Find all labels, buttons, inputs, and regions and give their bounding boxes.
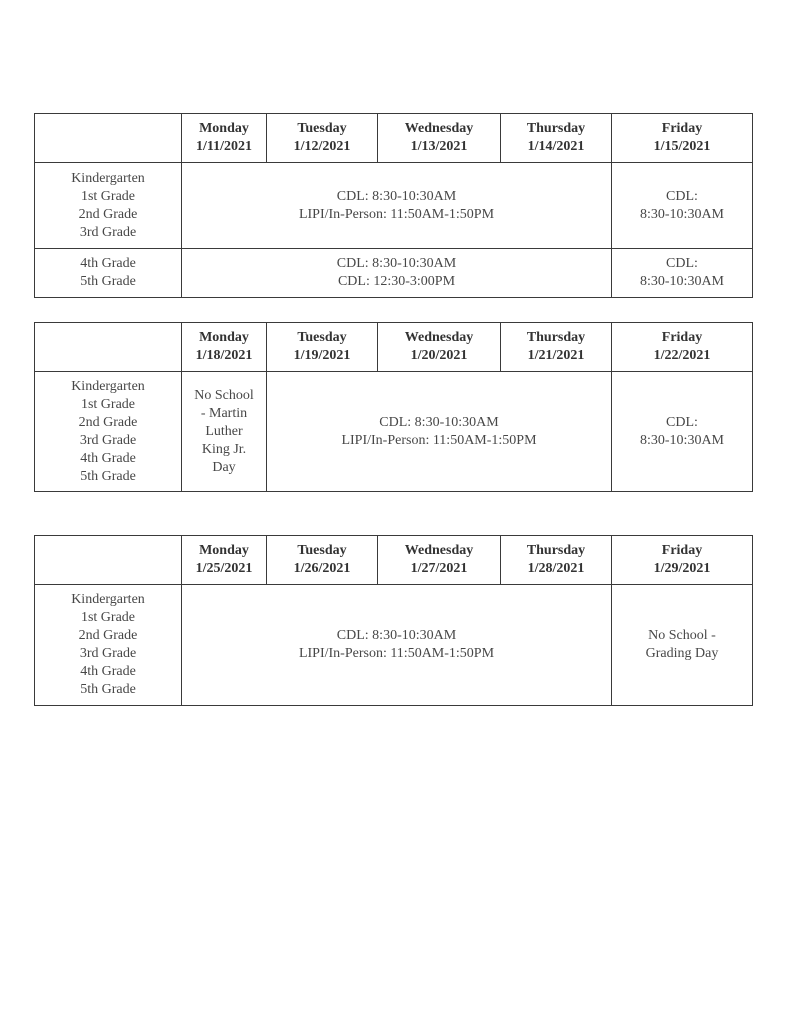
header-row — [35, 323, 753, 372]
corner-cell — [35, 536, 182, 585]
schedule-cell-monday: No School - Martin Luther King Jr. Day — [182, 372, 267, 492]
grade-cell: 4th Grade 5th Grade — [35, 249, 182, 298]
schedule-cell-friday: CDL: 8:30-10:30AM — [612, 163, 753, 249]
grade-cell: Kindergarten 1st Grade 2nd Grade 3rd Grade 4th Grade 5th Grade — [35, 372, 182, 492]
day-header-monday: Monday 1/18/2021 — [182, 323, 267, 372]
schedule-cell-tue-thu: CDL: 8:30-10:30AM LIPI/In-Person: 11:50AM-1:50PM — [267, 372, 612, 492]
day-header-tuesday: Tuesday 1/12/2021 — [267, 114, 378, 163]
schedule-table-week-1 — [34, 113, 753, 298]
day-header-thursday: Thursday 1/14/2021 — [501, 114, 612, 163]
schedule-cell-friday: No School - Grading Day — [612, 585, 753, 706]
day-header-thursday: Thursday 1/28/2021 — [501, 536, 612, 585]
day-header-monday: Monday 1/11/2021 — [182, 114, 267, 163]
day-header-friday: Friday 1/15/2021 — [612, 114, 753, 163]
day-header-wednesday: Wednesday 1/27/2021 — [378, 536, 501, 585]
table-row — [35, 585, 753, 706]
day-header-thursday: Thursday 1/21/2021 — [501, 323, 612, 372]
schedule-cell-mon-thu: CDL: 8:30-10:30AM LIPI/In-Person: 11:50AM-1:50PM — [182, 163, 612, 249]
day-header-wednesday: Wednesday 1/20/2021 — [378, 323, 501, 372]
day-header-wednesday: Wednesday 1/13/2021 — [378, 114, 501, 163]
header-row — [35, 114, 753, 163]
schedule-table-week-2 — [34, 322, 753, 492]
day-header-friday: Friday 1/29/2021 — [612, 536, 753, 585]
day-header-friday: Friday 1/22/2021 — [612, 323, 753, 372]
corner-cell — [35, 323, 182, 372]
day-header-tuesday: Tuesday 1/19/2021 — [267, 323, 378, 372]
corner-cell — [35, 114, 182, 163]
schedule-cell-friday: CDL: 8:30-10:30AM — [612, 249, 753, 298]
table-row — [35, 163, 753, 249]
schedule-table-week-3 — [34, 535, 753, 706]
table-row — [35, 372, 753, 492]
header-row — [35, 536, 753, 585]
grade-cell: Kindergarten 1st Grade 2nd Grade 3rd Grade — [35, 163, 182, 249]
schedule-cell-friday: CDL: 8:30-10:30AM — [612, 372, 753, 492]
grade-cell: Kindergarten 1st Grade 2nd Grade 3rd Grade 4th Grade 5th Grade — [35, 585, 182, 706]
day-header-monday: Monday 1/25/2021 — [182, 536, 267, 585]
day-header-tuesday: Tuesday 1/26/2021 — [267, 536, 378, 585]
schedule-cell-mon-thu: CDL: 8:30-10:30AM CDL: 12:30-3:00PM — [182, 249, 612, 298]
table-row — [35, 249, 753, 298]
schedule-cell-mon-thu: CDL: 8:30-10:30AM LIPI/In-Person: 11:50AM-1:50PM — [182, 585, 612, 706]
